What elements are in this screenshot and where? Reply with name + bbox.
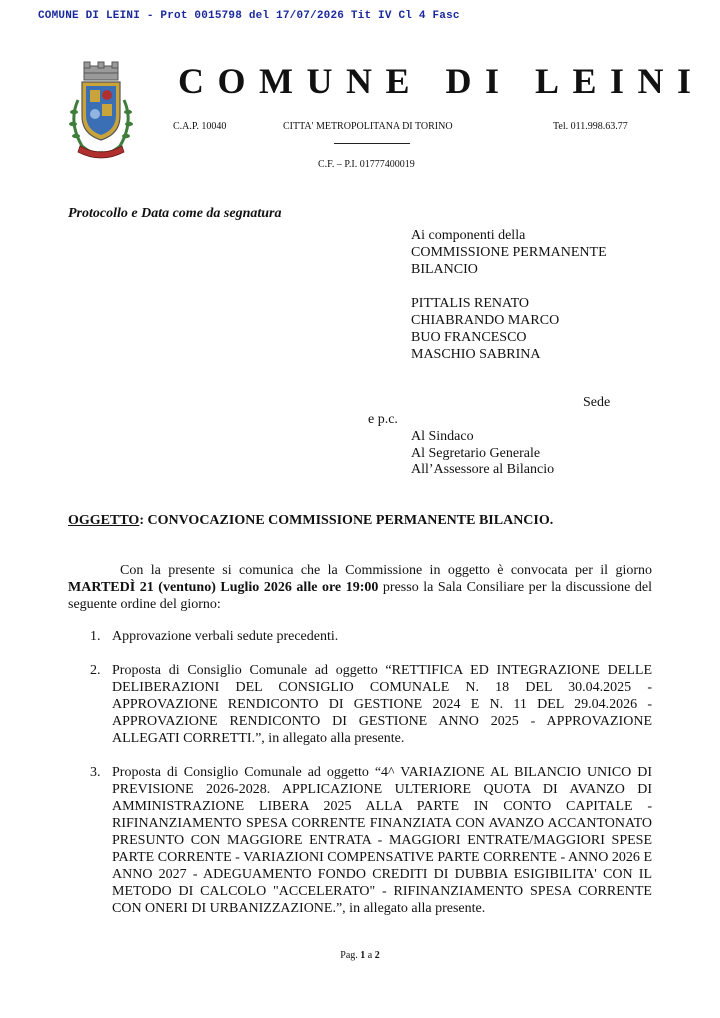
- subject-text: : CONVOCAZIONE COMMISSIONE PERMANENTE BILANCIO.: [139, 513, 554, 528]
- header-cap: C.A.P. 10040: [173, 121, 227, 132]
- recipients-block: [411, 227, 607, 363]
- footer-page: 1: [360, 950, 366, 961]
- recipient-member: BUO FRANCESCO: [411, 330, 527, 345]
- cc-line: All’Assessore al Bilancio: [411, 462, 555, 477]
- header-tel: Tel. 011.998.63.77: [553, 121, 628, 132]
- meeting-date: MARTEDÌ 21 (ventuno) Luglio 2026 alle ore 19:00: [68, 580, 379, 595]
- footer-sep: a: [365, 950, 375, 961]
- intro-paragraph: [68, 562, 652, 613]
- agenda-text: Proposta di Consiglio Comunale ad oggetto “RETTIFICA ED INTEGRAZIONE DELLE DELIBERAZIONI DEL CONSIGLIO COMUNALE N. 18 DEL 30.04.2025 - APPROVAZIONE RENDICONTO DI GESTIONE 2024 E N. 11 DEL 29.04.2026 - APPROVAZIONE RENDICONTO DI GESTIONE ANNO 2025 - APPROVAZIONE ALLEGATI CORRETTI.”, in allegato alla presente.: [112, 663, 652, 746]
- intro-part2: presso la Sala Consiliare per la discussione del seguente ordine del giorno:: [68, 580, 652, 612]
- subject-line: [68, 513, 553, 529]
- agenda-text: Proposta di Consiglio Comunale ad oggetto “4^ VARIAZIONE AL BILANCIO UNICO DI PREVISIONE 2026-2028. APPLICAZIONE ULTERIORE QUOTA DI AVANZO DI AMMINISTRAZIONE LIBERA 2025 ALLA PARTE IN CONTO CAPITALE - RIFINANZIAMENTO SPESA CORRENTE FINANZIATA CON AVANZO ACCANTONATO PRESUNTO CON MAGGIORE ENTRATA - MAGGIORI ENTRATE/MAGGIORI SPESE PARTE CORRENTE - VARIAZIONI COMPENSATIVE PARTE CORRENTE - ANNO 2026 E ANNO 2027 - ADEGUAMENTO FONDO CREDITI DI DUBBIA ESIGIBILITA' CON IL METODO DI CALCOLO "ACCELERATO" - RIFINANZIAMENTO SPESA CORRENTE CON ONERI DI URBANIZZAZIONE.”, in allegato alla presente.: [112, 765, 652, 916]
- subject-label: OGGETTO: [68, 513, 140, 528]
- agenda-item: [68, 764, 652, 917]
- agenda-number: 2.: [90, 663, 101, 678]
- agenda-text: Approvazione verbali sedute precedenti.: [112, 629, 339, 644]
- protocol-stamp: COMUNE DI LEINI - Prot 0015798 del 17/07/2026 Tit IV Cl 4 Fasc: [38, 10, 460, 22]
- spacer: [411, 278, 607, 295]
- page-footer: [0, 950, 720, 961]
- municipal-crest-icon: [64, 60, 138, 170]
- sede-label: Sede: [583, 395, 611, 410]
- agenda-item: [68, 662, 652, 747]
- header-cf: C.F. – P.I. 01777400019: [318, 159, 415, 170]
- footer-total: 2: [374, 950, 380, 961]
- recipient-line: BILANCIO: [411, 262, 478, 277]
- recipient-member: CHIABRANDO MARCO: [411, 313, 560, 328]
- org-name: COMUNE DI LEINI: [178, 61, 705, 101]
- recipient-member: PITTALIS RENATO: [411, 296, 530, 311]
- footer-prefix: Pag.: [340, 950, 361, 961]
- protocol-note: Protocollo e Data come da segnatura: [68, 206, 282, 221]
- header-rule: [334, 143, 410, 144]
- cc-line: Al Segretario Generale: [411, 445, 541, 461]
- cc-line: Al Sindaco: [411, 429, 474, 444]
- agenda-number: 3.: [90, 765, 101, 780]
- intro-part1: Con la presente si comunica che la Commissione in oggetto è convocata per il giorno: [120, 563, 652, 578]
- recipient-line: COMMISSIONE PERMANENTE: [411, 245, 607, 260]
- header-citta: CITTA' METROPOLITANA DI TORINO: [283, 121, 453, 132]
- cc-block: [411, 429, 554, 479]
- recipient-line: Ai componenti della: [411, 228, 526, 243]
- agenda-number: 1.: [90, 629, 101, 644]
- agenda-list: [68, 628, 652, 934]
- agenda-item: [68, 628, 652, 645]
- recipient-member: MASCHIO SABRINA: [411, 347, 541, 362]
- epc-label: e p.c.: [368, 412, 398, 427]
